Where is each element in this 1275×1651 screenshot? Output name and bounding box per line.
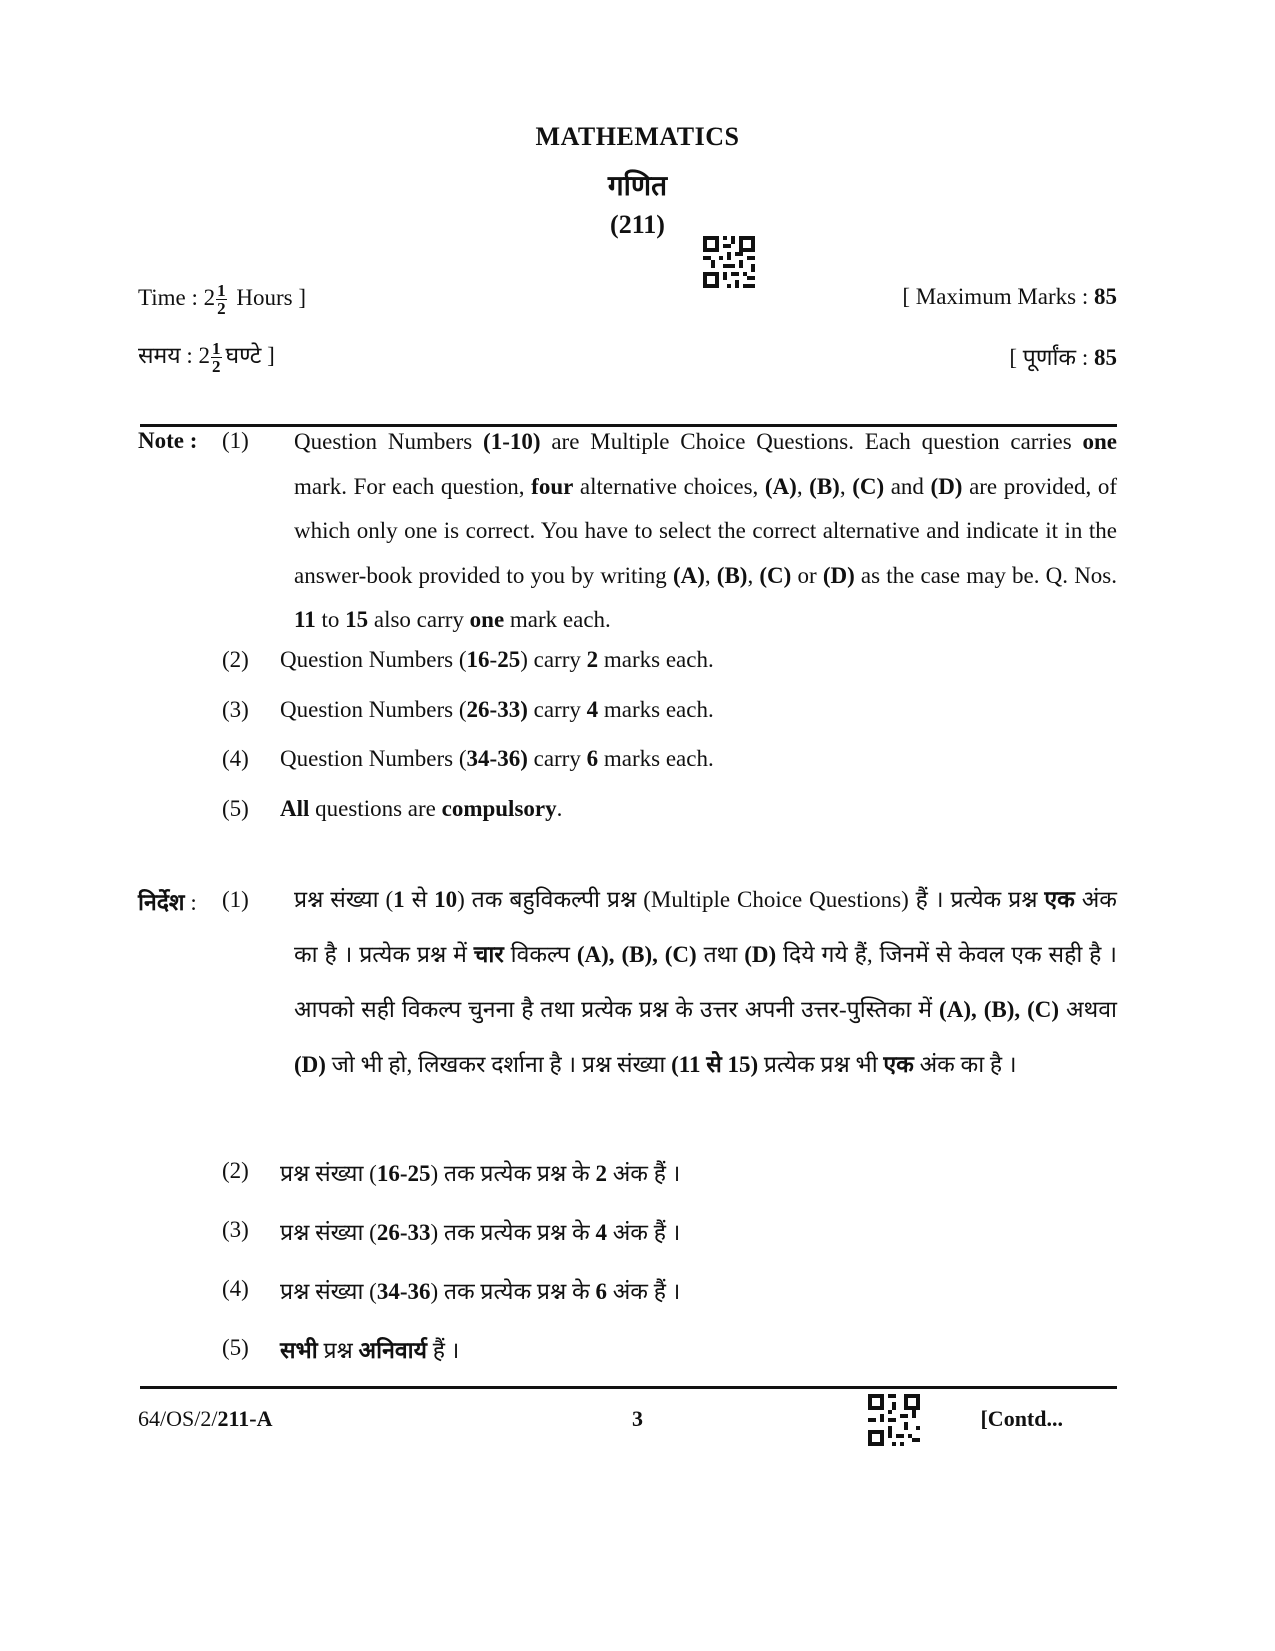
subject-code: (211) <box>610 210 665 239</box>
note-en-num-1: (1) <box>222 428 249 453</box>
note-hi-item-3: प्रश्न संख्या (26-33) तक प्रत्येक प्रश्न के 4 अंक हैं । <box>280 1220 681 1245</box>
nirdesh-label: निर्देश : <box>138 890 197 915</box>
bottom-divider <box>140 1386 1117 1389</box>
footer-qr-code-icon <box>868 1394 920 1446</box>
note-en-item-5: All questions are compulsory. <box>280 796 563 821</box>
note-en-item-2: Question Numbers (16-25) carry 2 marks each. <box>280 647 714 672</box>
paper-code: 64/OS/2/211-A <box>138 1406 273 1431</box>
time-hindi: समय : 2 $\frac{1}{2}$ घण्टे ] <box>138 339 275 377</box>
note-hi-item-5: सभी प्रश्न अनिवार्य हैं । <box>280 1338 460 1363</box>
note-en-item-1: Question Numbers (1-10) are Multiple Choice Questions. Each question carries one mark. For each question, four alternative choices, (A), (B), (C) and (D) are provided, of which only one is correct. You have to select the correct alternative and indicate it in the answer-book provided to you by writing (A), (B), (C) or (D) as the case may be. Q. Nos. 11 to 15 also carry one mark each. <box>294 429 1117 632</box>
note-hi-item-4: प्रश्न संख्या (34-36) तक प्रत्येक प्रश्न के 6 अंक हैं । <box>280 1279 681 1304</box>
max-marks-hindi: [ पूर्णांक : 85 <box>1009 345 1117 370</box>
note-en-item-4: Question Numbers (34-36) carry 6 marks each. <box>280 746 714 771</box>
note-hi-num-5: (5) <box>222 1335 249 1360</box>
note-hi-num-1: (1) <box>222 887 249 912</box>
time-unit: Hours ] <box>236 284 307 310</box>
page-number: 3 <box>632 1406 643 1431</box>
note-label: Note : <box>138 428 198 453</box>
continued-marker: [Contd... <box>980 1406 1063 1431</box>
time-fraction: $\frac{1}{2}$ <box>217 281 226 318</box>
note-en-num-4: (4) <box>222 746 249 771</box>
note-en-num-3: (3) <box>222 697 249 722</box>
max-marks-english: [ Maximum Marks : 85 <box>902 284 1117 309</box>
note-hi-item-2: प्रश्न संख्या (16-25) तक प्रत्येक प्रश्न के 2 अंक हैं । <box>280 1161 681 1186</box>
note-en-item-3: Question Numbers (26-33) carry 4 marks each. <box>280 697 714 722</box>
time-english <box>138 282 306 317</box>
note-hi-item-1: प्रश्न संख्या (1 से 10) तक बहुविकल्पी प्रश्न (Multiple Choice Questions) हैं । प्रत्येक प्रश्न एक अंक का है । प्रत्येक प्रश्न में चार विकल्प (A), (B), (C) तथा (D) दिये गये हैं, जिनमें से केवल एक सही है । आपको सही विकल्प चुनना है तथा प्रत्येक प्रश्न के उत्तर अपनी उत्तर-पुस्तिका में (A), (B), (C) अथवा (D) जो भी हो, लिखकर दर्शाना है । प्रश्न संख्या (11 से 15) प्रत्येक प्रश्न भी एक अंक का है । <box>294 887 1118 1077</box>
qr-code-icon <box>703 236 755 288</box>
max-marks-value: 85 <box>1094 284 1117 309</box>
paper-title-hindi: गणित <box>607 171 668 202</box>
note-hi-num-4: (4) <box>222 1276 249 1301</box>
note-hi-num-3: (3) <box>222 1217 249 1242</box>
time-label: Time : 2 <box>138 284 216 310</box>
note-hi-num-2: (2) <box>222 1158 249 1183</box>
paper-title: MATHEMATICS <box>535 122 740 151</box>
note-en-num-2: (2) <box>222 647 249 672</box>
note-en-num-5: (5) <box>222 796 249 821</box>
